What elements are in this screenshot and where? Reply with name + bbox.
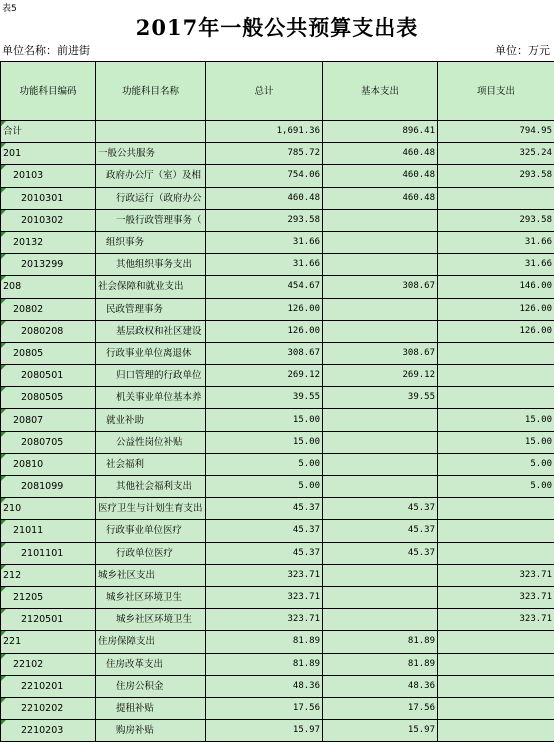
row-code-cell[interactable]: 20807 <box>1 409 96 431</box>
table-row <box>1 121 554 143</box>
row-name-cell[interactable]: 行政事业单位离退休 <box>96 342 206 364</box>
row-basic-cell[interactable]: 17.56 <box>323 697 438 719</box>
row-total-cell[interactable]: 126.00 <box>206 298 323 320</box>
row-basic-cell[interactable] <box>323 409 438 431</box>
row-code-cell[interactable]: 2010301 <box>1 187 96 209</box>
row-total-cell[interactable]: 81.89 <box>206 631 323 653</box>
row-basic-cell[interactable] <box>323 586 438 608</box>
table-row <box>1 320 554 342</box>
row-project-cell[interactable] <box>438 720 554 742</box>
row-code-cell[interactable]: 2080505 <box>1 387 96 409</box>
row-code-cell[interactable]: 21011 <box>1 520 96 542</box>
row-name-cell[interactable]: 民政管理事务 <box>96 298 206 320</box>
row-code-cell[interactable]: 2120501 <box>1 609 96 631</box>
row-project-cell[interactable]: 293.58 <box>438 209 554 231</box>
row-project-cell[interactable] <box>438 542 554 564</box>
row-total-cell[interactable]: 1,691.36 <box>206 121 323 143</box>
row-project-cell[interactable]: 126.00 <box>438 320 554 342</box>
row-code-cell[interactable]: 2080705 <box>1 431 96 453</box>
table-row <box>1 675 554 697</box>
row-name-cell[interactable]: 社会福利 <box>96 453 206 475</box>
row-project-cell[interactable]: 126.00 <box>438 298 554 320</box>
row-basic-cell[interactable]: 460.48 <box>323 165 438 187</box>
row-basic-cell[interactable]: 15.97 <box>323 720 438 742</box>
row-project-cell[interactable] <box>438 342 554 364</box>
table-row <box>1 342 554 364</box>
row-total-cell[interactable]: 48.36 <box>206 675 323 697</box>
row-name-cell[interactable]: 行政单位医疗 <box>96 542 206 564</box>
row-project-cell[interactable]: 15.00 <box>438 409 554 431</box>
table-row <box>1 720 554 742</box>
row-code-cell[interactable]: 2010302 <box>1 209 96 231</box>
row-code-cell[interactable]: 2081099 <box>1 476 96 498</box>
row-total-cell[interactable]: 754.06 <box>206 165 323 187</box>
row-name-cell[interactable]: 购房补贴 <box>96 720 206 742</box>
table-row <box>1 498 554 520</box>
budget-table <box>0 61 554 742</box>
table-body <box>1 121 554 742</box>
row-basic-cell[interactable] <box>323 231 438 253</box>
row-total-cell[interactable]: 293.58 <box>206 209 323 231</box>
table-row <box>1 520 554 542</box>
row-name-cell[interactable]: 提租补贴 <box>96 697 206 719</box>
table-row <box>1 209 554 231</box>
row-code-cell[interactable]: 20103 <box>1 165 96 187</box>
row-name-cell[interactable]: 城乡社区环境卫生 <box>96 586 206 608</box>
row-code-cell[interactable]: 208 <box>1 276 96 298</box>
row-code-cell[interactable]: 20810 <box>1 453 96 475</box>
row-project-cell[interactable]: 325.24 <box>438 143 554 165</box>
row-name-cell[interactable]: 其他社会福利支出 <box>96 476 206 498</box>
row-total-cell[interactable]: 15.97 <box>206 720 323 742</box>
row-total-cell[interactable]: 45.37 <box>206 520 323 542</box>
row-basic-cell[interactable] <box>323 476 438 498</box>
row-basic-cell[interactable] <box>323 209 438 231</box>
row-name-cell[interactable] <box>96 121 206 143</box>
row-project-cell[interactable] <box>438 187 554 209</box>
row-basic-cell[interactable]: 45.37 <box>323 498 438 520</box>
row-name-cell[interactable]: 社会保障和就业支出 <box>96 276 206 298</box>
row-code-cell[interactable]: 2210202 <box>1 697 96 719</box>
row-project-cell[interactable]: 323.71 <box>438 564 554 586</box>
row-project-cell[interactable]: 15.00 <box>438 431 554 453</box>
header-total[interactable]: 总计 <box>206 62 323 121</box>
table-row <box>1 365 554 387</box>
table-row <box>1 564 554 586</box>
row-total-cell[interactable]: 17.56 <box>206 697 323 719</box>
row-total-cell[interactable]: 39.55 <box>206 387 323 409</box>
row-code-cell[interactable]: 2013299 <box>1 254 96 276</box>
row-name-cell[interactable]: 行政事业单位医疗 <box>96 520 206 542</box>
row-project-cell[interactable] <box>438 631 554 653</box>
header-name[interactable]: 功能科目名称 <box>96 62 206 121</box>
table-row <box>1 631 554 653</box>
row-name-cell[interactable]: 住房改革支出 <box>96 653 206 675</box>
row-code-cell[interactable]: 2080208 <box>1 320 96 342</box>
row-total-cell[interactable]: 15.00 <box>206 409 323 431</box>
row-total-cell[interactable]: 81.89 <box>206 653 323 675</box>
row-basic-cell[interactable] <box>323 254 438 276</box>
row-total-cell[interactable]: 460.48 <box>206 187 323 209</box>
row-code-cell[interactable]: 2210203 <box>1 720 96 742</box>
row-name-cell[interactable]: 其他组织事务支出 <box>96 254 206 276</box>
row-code-cell[interactable]: 合计 <box>1 121 96 143</box>
row-code-cell[interactable]: 20802 <box>1 298 96 320</box>
header-project[interactable]: 项目支出 <box>438 62 554 121</box>
row-basic-cell[interactable]: 81.89 <box>323 653 438 675</box>
table-row <box>1 586 554 608</box>
row-basic-cell[interactable]: 308.67 <box>323 342 438 364</box>
row-total-cell[interactable]: 126.00 <box>206 320 323 342</box>
row-total-cell[interactable]: 15.00 <box>206 431 323 453</box>
table-row <box>1 387 554 409</box>
table-row <box>1 542 554 564</box>
row-code-cell[interactable]: 21205 <box>1 586 96 608</box>
row-code-cell[interactable]: 2101101 <box>1 542 96 564</box>
row-basic-cell[interactable]: 45.37 <box>323 542 438 564</box>
row-project-cell[interactable]: 146.00 <box>438 276 554 298</box>
row-project-cell[interactable]: 31.66 <box>438 254 554 276</box>
row-total-cell[interactable]: 323.71 <box>206 564 323 586</box>
table-row <box>1 453 554 475</box>
sheet-label: 表5 <box>2 1 17 14</box>
row-project-cell[interactable] <box>438 365 554 387</box>
row-name-cell[interactable]: 就业补助 <box>96 409 206 431</box>
table-row <box>1 165 554 187</box>
row-basic-cell[interactable]: 39.55 <box>323 387 438 409</box>
row-total-cell[interactable]: 323.71 <box>206 586 323 608</box>
row-basic-cell[interactable] <box>323 298 438 320</box>
row-project-cell[interactable]: 31.66 <box>438 231 554 253</box>
table-row <box>1 254 554 276</box>
table-row <box>1 143 554 165</box>
row-code-cell[interactable]: 20805 <box>1 342 96 364</box>
row-project-cell[interactable]: 323.71 <box>438 586 554 608</box>
row-project-cell[interactable] <box>438 498 554 520</box>
row-name-cell[interactable]: 公益性岗位补贴 <box>96 431 206 453</box>
row-code-cell[interactable]: 22102 <box>1 653 96 675</box>
row-code-cell[interactable]: 2080501 <box>1 365 96 387</box>
table-row <box>1 431 554 453</box>
row-name-cell[interactable]: 城乡社区环境卫生 <box>96 609 206 631</box>
header-code[interactable]: 功能科目编码 <box>1 62 96 121</box>
row-code-cell[interactable]: 212 <box>1 564 96 586</box>
row-basic-cell[interactable]: 48.36 <box>323 675 438 697</box>
row-basic-cell[interactable]: 81.89 <box>323 631 438 653</box>
row-name-cell[interactable]: 城乡社区支出 <box>96 564 206 586</box>
row-code-cell[interactable]: 20132 <box>1 231 96 253</box>
row-project-cell[interactable] <box>438 387 554 409</box>
row-total-cell[interactable]: 454.67 <box>206 276 323 298</box>
row-basic-cell[interactable]: 269.12 <box>323 365 438 387</box>
table-header-row <box>1 62 554 121</box>
row-code-cell[interactable]: 221 <box>1 631 96 653</box>
row-code-cell[interactable]: 210 <box>1 498 96 520</box>
table-row <box>1 276 554 298</box>
row-total-cell[interactable]: 308.67 <box>206 342 323 364</box>
table-row <box>1 697 554 719</box>
row-basic-cell[interactable]: 45.37 <box>323 520 438 542</box>
row-name-cell[interactable]: 医疗卫生与计划生育支出 <box>96 498 206 520</box>
row-total-cell[interactable]: 31.66 <box>206 231 323 253</box>
table-row <box>1 476 554 498</box>
table-row <box>1 187 554 209</box>
row-basic-cell[interactable]: 308.67 <box>323 276 438 298</box>
table-row <box>1 653 554 675</box>
currency-unit-label: 单位：万元 <box>495 42 550 58</box>
row-total-cell[interactable]: 31.66 <box>206 254 323 276</box>
row-project-cell[interactable]: 293.58 <box>438 165 554 187</box>
row-project-cell[interactable] <box>438 520 554 542</box>
row-total-cell[interactable]: 5.00 <box>206 453 323 475</box>
row-name-cell[interactable]: 住房保障支出 <box>96 631 206 653</box>
row-project-cell[interactable] <box>438 675 554 697</box>
row-name-cell[interactable]: 行政运行（政府办公 <box>96 187 206 209</box>
row-name-cell[interactable]: 一般行政管理事务（ <box>96 209 206 231</box>
row-name-cell[interactable]: 组织事务 <box>96 231 206 253</box>
row-project-cell[interactable]: 323.71 <box>438 609 554 631</box>
page-title: 2017年一般公共预算支出表 <box>0 12 554 42</box>
row-name-cell[interactable]: 机关事业单位基本养 <box>96 387 206 409</box>
row-basic-cell[interactable]: 896.41 <box>323 121 438 143</box>
row-basic-cell[interactable] <box>323 431 438 453</box>
row-total-cell[interactable]: 785.72 <box>206 143 323 165</box>
table-row <box>1 609 554 631</box>
row-name-cell[interactable]: 政府办公厅（室）及相 <box>96 165 206 187</box>
table-row <box>1 298 554 320</box>
row-code-cell[interactable]: 2210201 <box>1 675 96 697</box>
row-total-cell[interactable]: 5.00 <box>206 476 323 498</box>
row-project-cell[interactable]: 5.00 <box>438 453 554 475</box>
row-code-cell[interactable]: 201 <box>1 143 96 165</box>
row-name-cell[interactable]: 一般公共服务 <box>96 143 206 165</box>
row-basic-cell[interactable]: 460.48 <box>323 143 438 165</box>
row-basic-cell[interactable] <box>323 453 438 475</box>
row-name-cell[interactable]: 基层政权和社区建设 <box>96 320 206 342</box>
header-basic[interactable]: 基本支出 <box>323 62 438 121</box>
row-basic-cell[interactable] <box>323 320 438 342</box>
row-total-cell[interactable]: 45.37 <box>206 498 323 520</box>
row-basic-cell[interactable] <box>323 609 438 631</box>
row-name-cell[interactable]: 归口管理的行政单位 <box>96 365 206 387</box>
row-name-cell[interactable]: 住房公积金 <box>96 675 206 697</box>
row-total-cell[interactable]: 269.12 <box>206 365 323 387</box>
table-row <box>1 409 554 431</box>
row-basic-cell[interactable]: 460.48 <box>323 187 438 209</box>
unit-name-label: 单位名称：前进街 <box>2 42 90 58</box>
row-project-cell[interactable] <box>438 697 554 719</box>
row-total-cell[interactable]: 45.37 <box>206 542 323 564</box>
row-basic-cell[interactable] <box>323 564 438 586</box>
row-total-cell[interactable]: 323.71 <box>206 609 323 631</box>
row-project-cell[interactable] <box>438 653 554 675</box>
row-project-cell[interactable]: 5.00 <box>438 476 554 498</box>
table-row <box>1 231 554 253</box>
row-project-cell[interactable]: 794.95 <box>438 121 554 143</box>
